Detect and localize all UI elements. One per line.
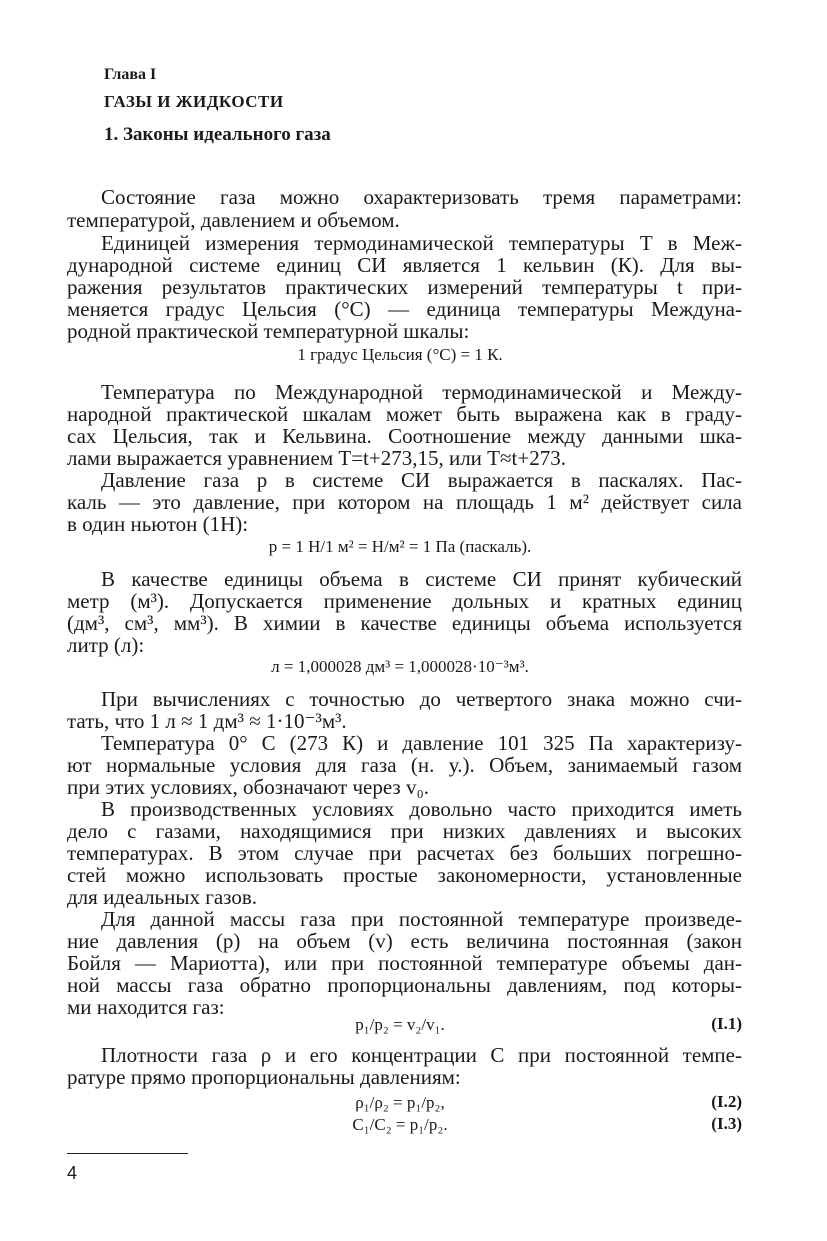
text-line: в один ньютон (1Н):: [67, 512, 249, 536]
text-line: ми находится газ:: [67, 995, 225, 1019]
equation: p₁/p₂ = v₂/v₁.: [355, 1015, 445, 1034]
text-line: лами выражается уравнением T=t+273,15, или T≈t+273.: [67, 446, 566, 470]
equation: ρ₁/ρ₂ = p₁/p₂,: [355, 1093, 445, 1112]
equation: 1 градус Цельсия (°С) = 1 К.: [297, 345, 503, 364]
text-line: стей можно использовать простые закономерности, установленные: [67, 863, 742, 887]
equation: p = 1 Н/1 м² = Н/м² = 1 Па (паскаль).: [268, 537, 532, 556]
text-line: При вычислениях с точностью до четвертого знака можно счи-: [101, 687, 742, 711]
page-number: 4: [67, 1163, 78, 1183]
text-line: Температура по Международной термодинамической и Между-: [101, 380, 742, 404]
chapter-title: ГАЗЫ И ЖИДКОСТИ: [104, 92, 284, 111]
text-line: дело с газами, находящимися при низких давлениях и высоких: [67, 819, 742, 843]
text-line: тать, что 1 л ≈ 1 дм³ ≈ 1·10⁻³м³.: [67, 709, 347, 733]
text-line: каль — это давление, при котором на площадь 1 м² действует сила: [67, 490, 742, 514]
chapter-label: Глава I: [104, 66, 157, 83]
text-line: меняется градус Цельсия (°С) — единица температуры Междуна-: [67, 297, 742, 321]
equation: C₁/C₂ = p₁/p₂.: [352, 1115, 448, 1134]
text-line: ратуре прямо пропорциональны давлениям:: [67, 1065, 461, 1089]
text-line: Температура 0° С (273 К) и давление 101 325 Па характеризу-: [101, 731, 742, 755]
text-line: сах Цельсия, так и Кельвина. Соотношение между данными шка-: [67, 424, 742, 448]
text-line: температурой, давлением и объемом.: [67, 208, 400, 232]
text-line: ной массы газа обратно пропорциональны давлениям, под которы-: [67, 973, 742, 997]
text-line: народной практической шкалам может быть выражена как в граду-: [67, 402, 742, 426]
equation-number: (I.2): [711, 1092, 742, 1111]
text-line: для идеальных газов.: [67, 885, 258, 909]
footnote-divider: [67, 1153, 188, 1154]
text-line: ют нормальные условия для газа (н. у.). Объем, занимаемый газом: [67, 753, 742, 777]
text-line: В производственных условиях довольно часто приходится иметь: [101, 797, 742, 821]
text-line: Состояние газа можно охарактеризовать тремя параметрами:: [101, 185, 742, 209]
section-title: 1. Законы идеального газа: [104, 124, 331, 145]
equation-number: (I.1): [711, 1014, 742, 1033]
equation: л = 1,000028 дм³ = 1,000028·10⁻³м³.: [271, 657, 529, 676]
text-line: родной практической температурной шкалы:: [67, 319, 470, 343]
text-line: при этих условиях, обозначают через v₀.: [67, 775, 430, 799]
equation-number: (I.3): [711, 1114, 742, 1133]
text-line: температурах. В этом случае при расчетах без больших погрешно-: [67, 841, 742, 865]
text-line: ние давления (p) на объем (v) есть величина постоянная (закон: [67, 929, 742, 953]
text-line: Бойля — Мариотта), или при постоянной температуре объемы дан-: [67, 951, 742, 975]
text-line: Для данной массы газа при постоянной температуре произведе-: [101, 907, 742, 931]
text-line: Плотности газа ρ и его концентрации C при постоянной темпе-: [101, 1043, 742, 1067]
text-line: дународной системе единиц СИ является 1 кельвин (К). Для вы-: [67, 253, 742, 277]
text-line: литр (л):: [67, 633, 145, 657]
text-line: (дм³, см³, мм³). В химии в качестве единицы объема используется: [67, 611, 742, 635]
text-line: ражения результатов практических измерений температуры t при-: [67, 275, 742, 299]
text-line: Единицей измерения термодинамической температуры T в Меж-: [101, 231, 742, 255]
text-line: Давление газа p в системе СИ выражается в паскалях. Пас-: [101, 468, 742, 492]
text-line: метр (м³). Допускается применение дольных и кратных единиц: [67, 589, 742, 613]
text-line: В качестве единицы объема в системе СИ принят кубический: [101, 567, 742, 591]
